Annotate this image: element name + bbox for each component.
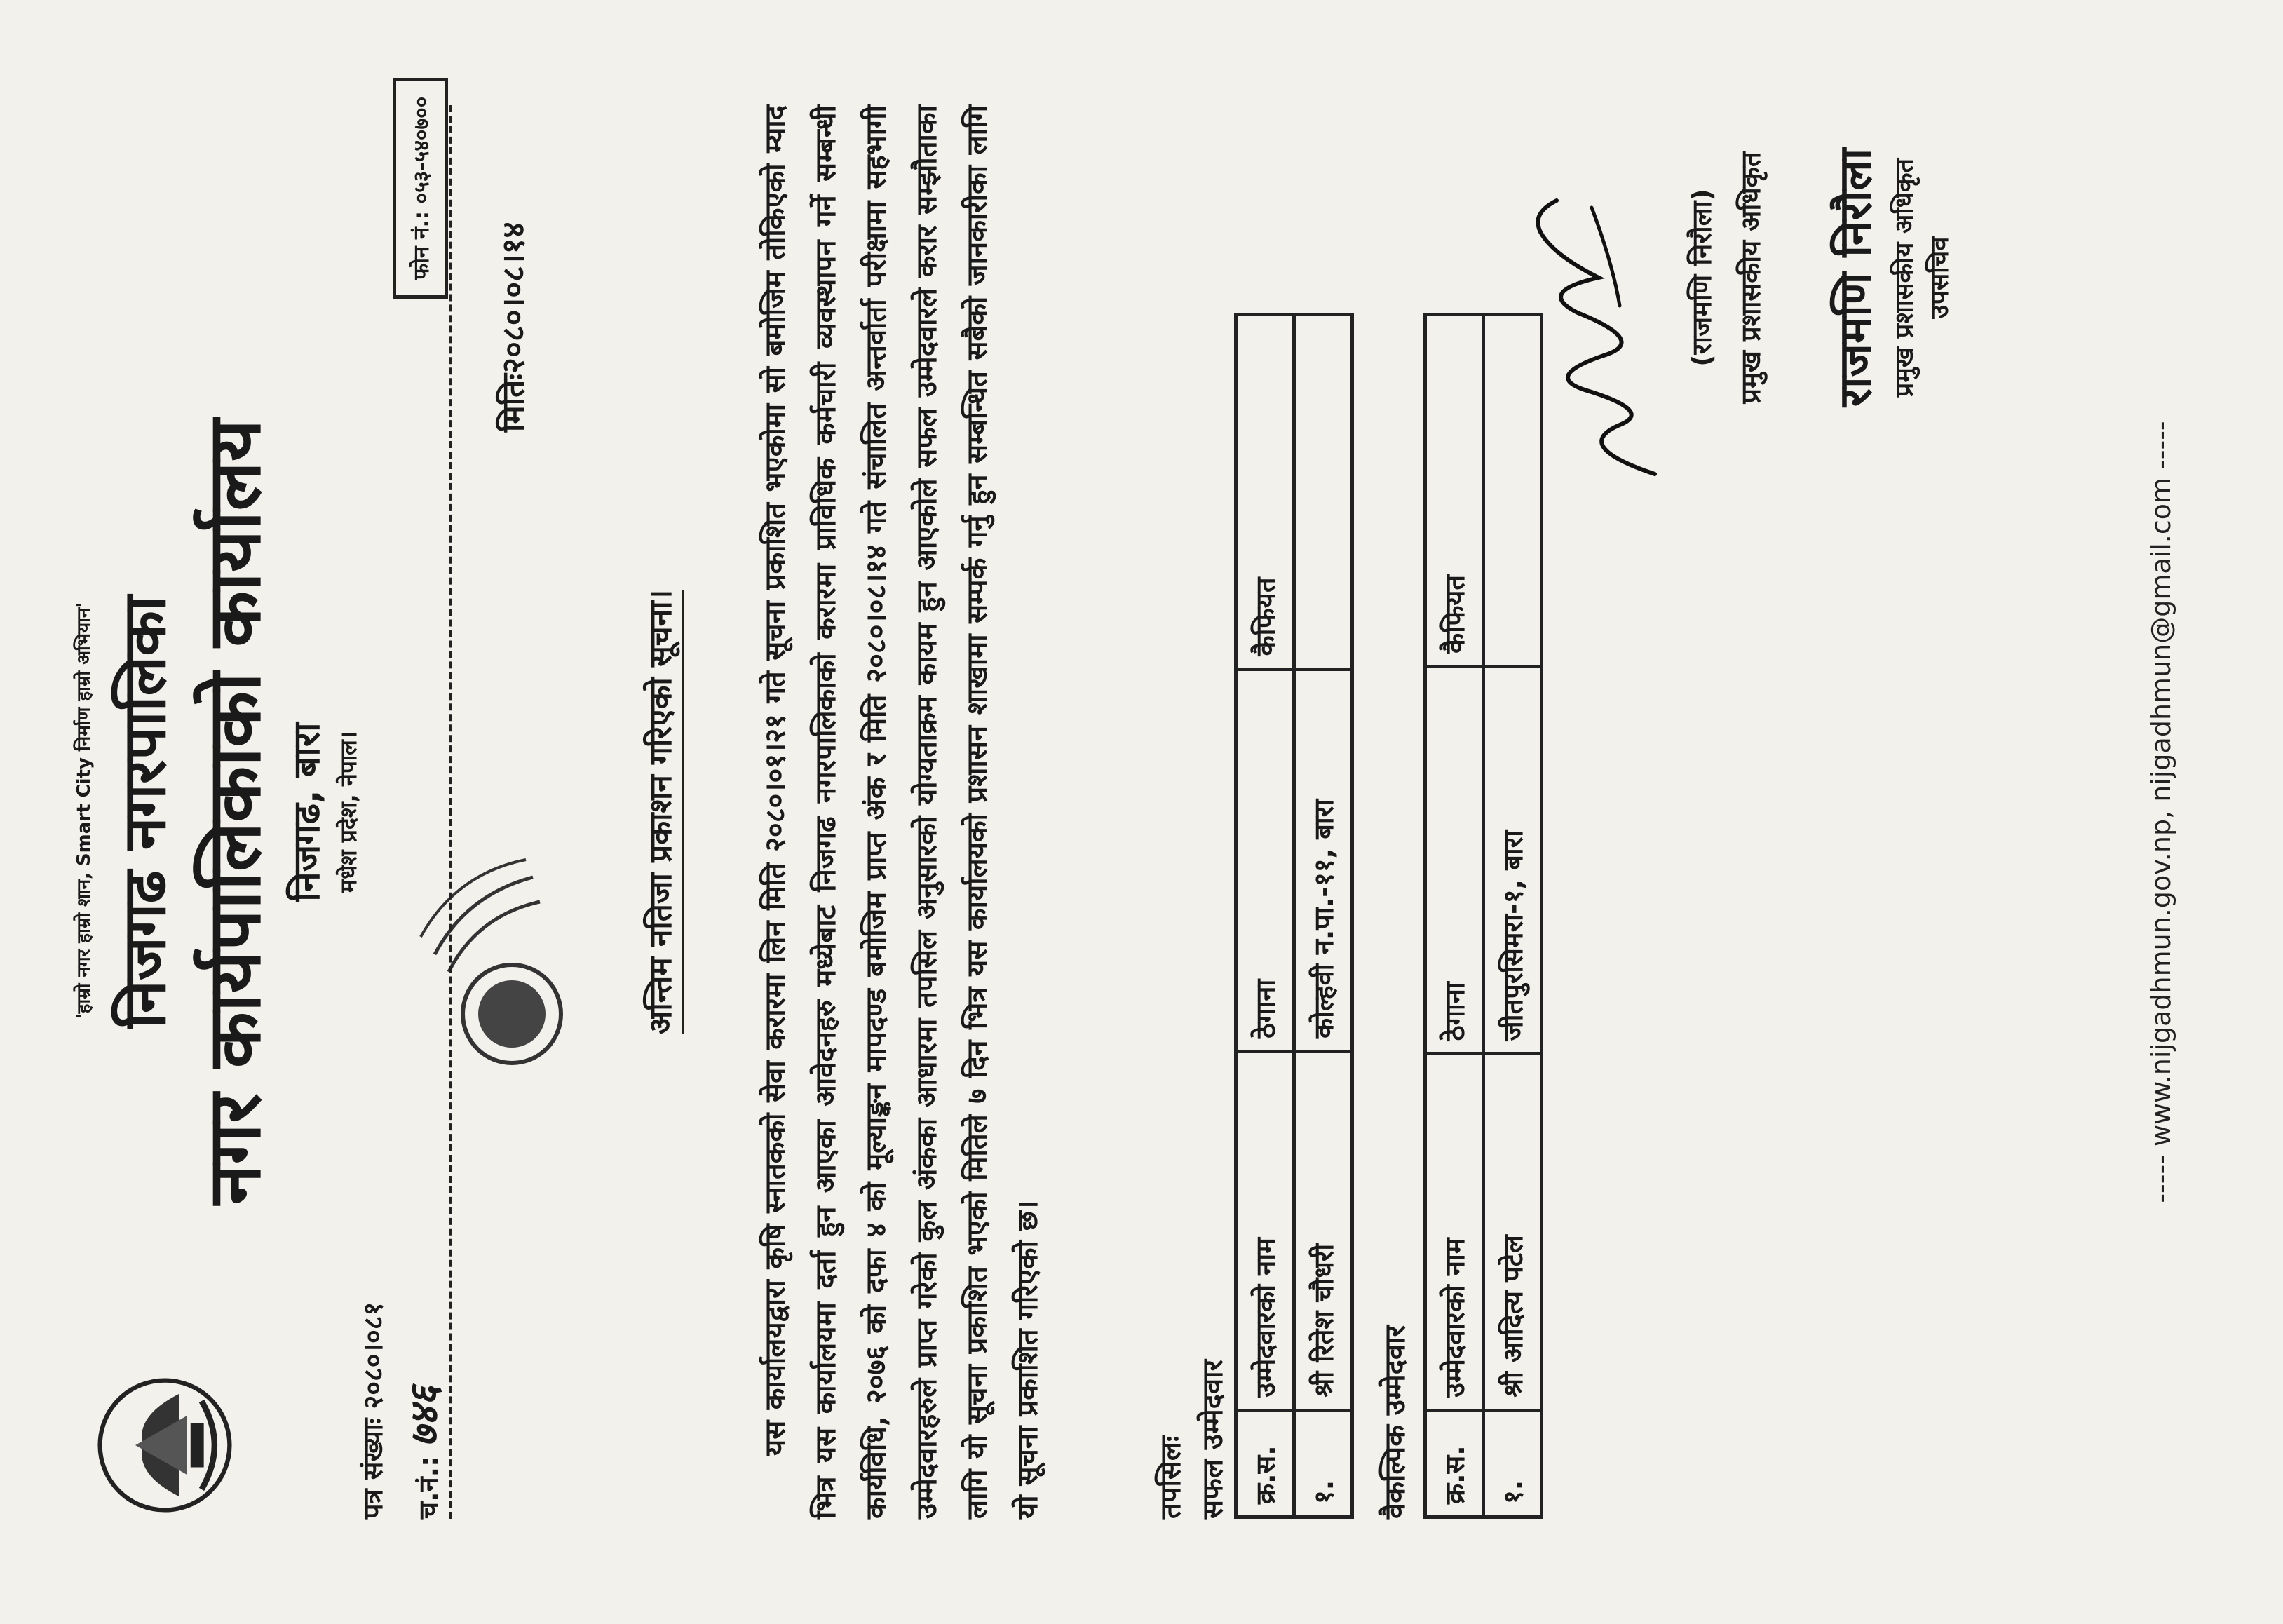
col-name: उम्मेदवारको नाम [1236,1051,1294,1410]
name-stamp-designation: प्रमुख प्रशासकीय अधिकृत [1890,158,1919,398]
alternate-candidates-table [1423,313,1543,1519]
notice-subject-text: अन्तिम नतिजा प्रकाशन गरिएको सूचना। [643,590,684,1035]
col-address: ठेगाना [1236,669,1294,1051]
letter-number-label: पत्र संख्याः [358,1418,388,1519]
col-address: ठेगाना [1425,666,1484,1054]
signatory-designation: प्रमुख प्रशासकीय अधिकृत [1735,151,1766,404]
signatory-name: (राजमणि निरौला) [1686,189,1717,367]
office-name: नगर कार्यपालिकाको कार्यालय [191,419,277,1205]
cell-name: श्री आदित्य पटेल [1484,1054,1542,1410]
notice-subject [638,0,680,1624]
cell-remarks [1294,315,1353,670]
header-divider [449,105,452,1519]
cell-name: श्री रितेश चौधरी [1294,1051,1353,1410]
letter-date: मितिः२०८०।०८।१४ [496,222,531,432]
col-remarks: कैफियत [1236,315,1294,670]
letter-number [354,1302,391,1519]
successful-candidates-table [1234,313,1354,1519]
table-row [1484,315,1542,1517]
table-row [1294,315,1353,1517]
municipal-motto: 'हाम्रो नगर हाम्रो शान, Smart City निर्माण हाम्रो अभियान' [74,602,95,1020]
col-remarks: कैफियत [1425,315,1484,667]
col-name: उम्मेदवारको नाम [1425,1054,1484,1410]
cell-serial: १. [1484,1410,1542,1517]
cell-serial: १. [1294,1410,1353,1517]
col-serial: क्र.स. [1425,1410,1484,1517]
col-serial: क्र.स. [1236,1410,1294,1517]
details-label: तपसिलः [1155,1435,1187,1519]
letter-number-value: २०८०।०८१ [358,1301,388,1409]
name-stamp-rank: उपसचिव [1925,236,1954,319]
handwritten-signature [1515,180,1683,488]
office-location: निजगढ, बारा [286,722,328,902]
phone-number-box: फोन नं.: ०५३-५४०७०० [393,78,448,299]
footer-contact: ----- www.nijgadhmun.gov.np, nijgadhmun@gmail.com ----- [2146,421,2176,1203]
cell-address: कोल्हवी न.पा.-११, बारा [1294,669,1353,1051]
table-header-row [1236,315,1294,1517]
cell-address: जीतपुरसिमरा-१, बारा [1484,666,1542,1054]
dispatch-number-label: च.नं.: [413,1456,444,1519]
dispatch-number [396,1386,449,1519]
table-header-row [1425,315,1484,1517]
notice-body: यस कार्यालयद्वारा कृषि स्नातकको सेवा करारमा लिन मिति २०८०।०१।२१ गते सूचना प्रकाशित भएकोमा सो बमोजिम तोकिएको म्याद भित्र यस कार्यालयमा दर्ता हुन आएका आवेदनहरु मध्येबाट निजगढ नगरपालिकाको करारमा प्राविधिक कर्मचारी व्यवस्थापन गर्ने सम्बन्धी कार्यविधि, २०७६ को दफा ४ को मूल्याङ्कन मापदण्ड बमोजिम प्राप्त अंक र मिति २०८०।०८।१४ गते संचालित अन्तर्वार्ता परीक्षामा सहभागी उम्मेदवारहरुले प्राप्त गरेको कुल अंकका आधारमा तपसिल अनुसारको योग्यताक्रम कायम हुन आएकोले सफल उम्मेदवारले करार सम्झौताका लागि यो सूचना प्रकाशित भएको मितिले ७ दिन भित्र यस कार्यालयको प्रशासन शाखामा सम्पर्क गर्नु हुन सम्बन्धित सबैको जानकारीका लागि यो सूचना प्रकाशित गरिएको छ। [759,105,1044,1519]
dispatch-number-value: ७४६ [401,1386,447,1447]
name-stamp: राजमणि निरौला [1830,148,1882,407]
office-stamp-icon [365,853,582,1077]
municipality-name: निजगढ नगरपालिका [110,595,179,1029]
alternate-candidates-title: वैकल्पिक उम्मेदवार [1379,1325,1411,1519]
successful-candidates-title: सफल उम्मेदवार [1197,1360,1229,1519]
office-province: मधेश प्रदेश, नेपाल। [335,731,362,893]
